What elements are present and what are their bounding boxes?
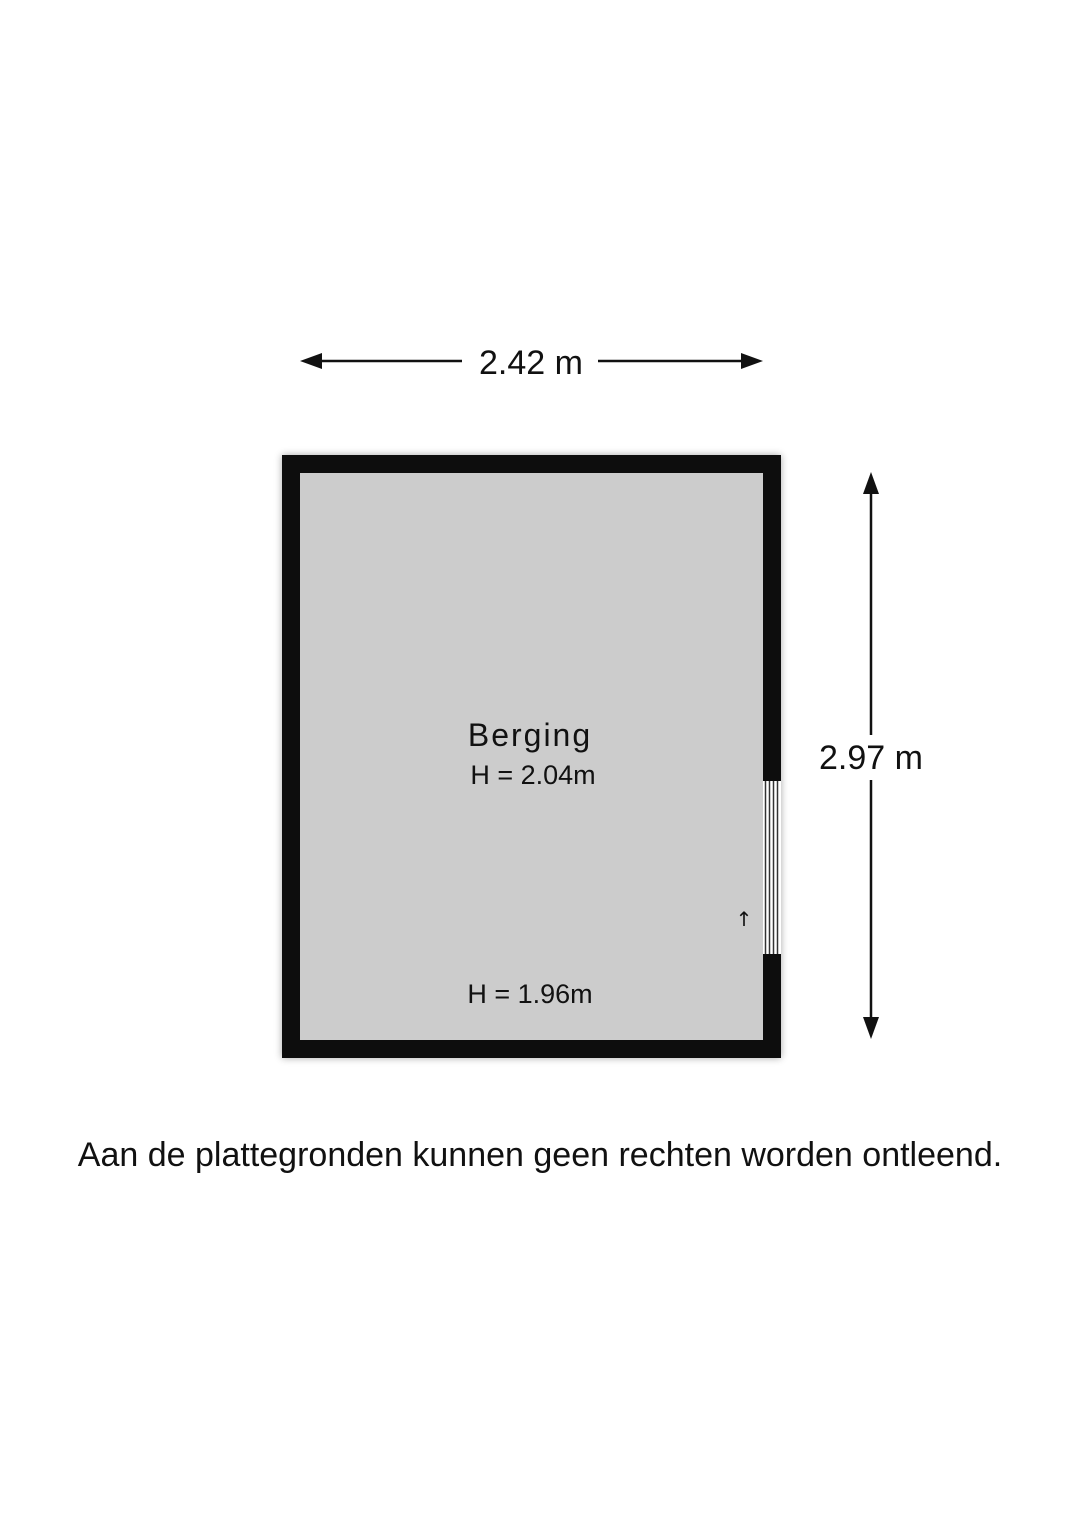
room-ceiling-height: H = 2.04m — [470, 760, 596, 790]
disclaimer-text: Aan de plattegronden kunnen geen rechten worden ontleend. — [77, 1136, 1003, 1174]
stair-arrow-icon: ↑ — [735, 907, 753, 931]
room-name: Berging — [467, 717, 593, 753]
arrowhead-up-icon — [863, 472, 879, 494]
room-low-height: H = 1.96m — [467, 979, 593, 1009]
wall-opening — [763, 781, 781, 954]
depth-label: 2.97 m — [819, 739, 923, 777]
room-floor — [300, 473, 763, 1040]
room-berging — [282, 455, 781, 1058]
arrowhead-down-icon — [863, 1017, 879, 1039]
depth-dimension — [819, 472, 923, 1039]
width-label: 2.42 m — [479, 344, 583, 382]
arrowhead-right-icon — [741, 353, 763, 369]
arrowhead-left-icon — [300, 353, 322, 369]
width-dimension — [300, 344, 763, 382]
